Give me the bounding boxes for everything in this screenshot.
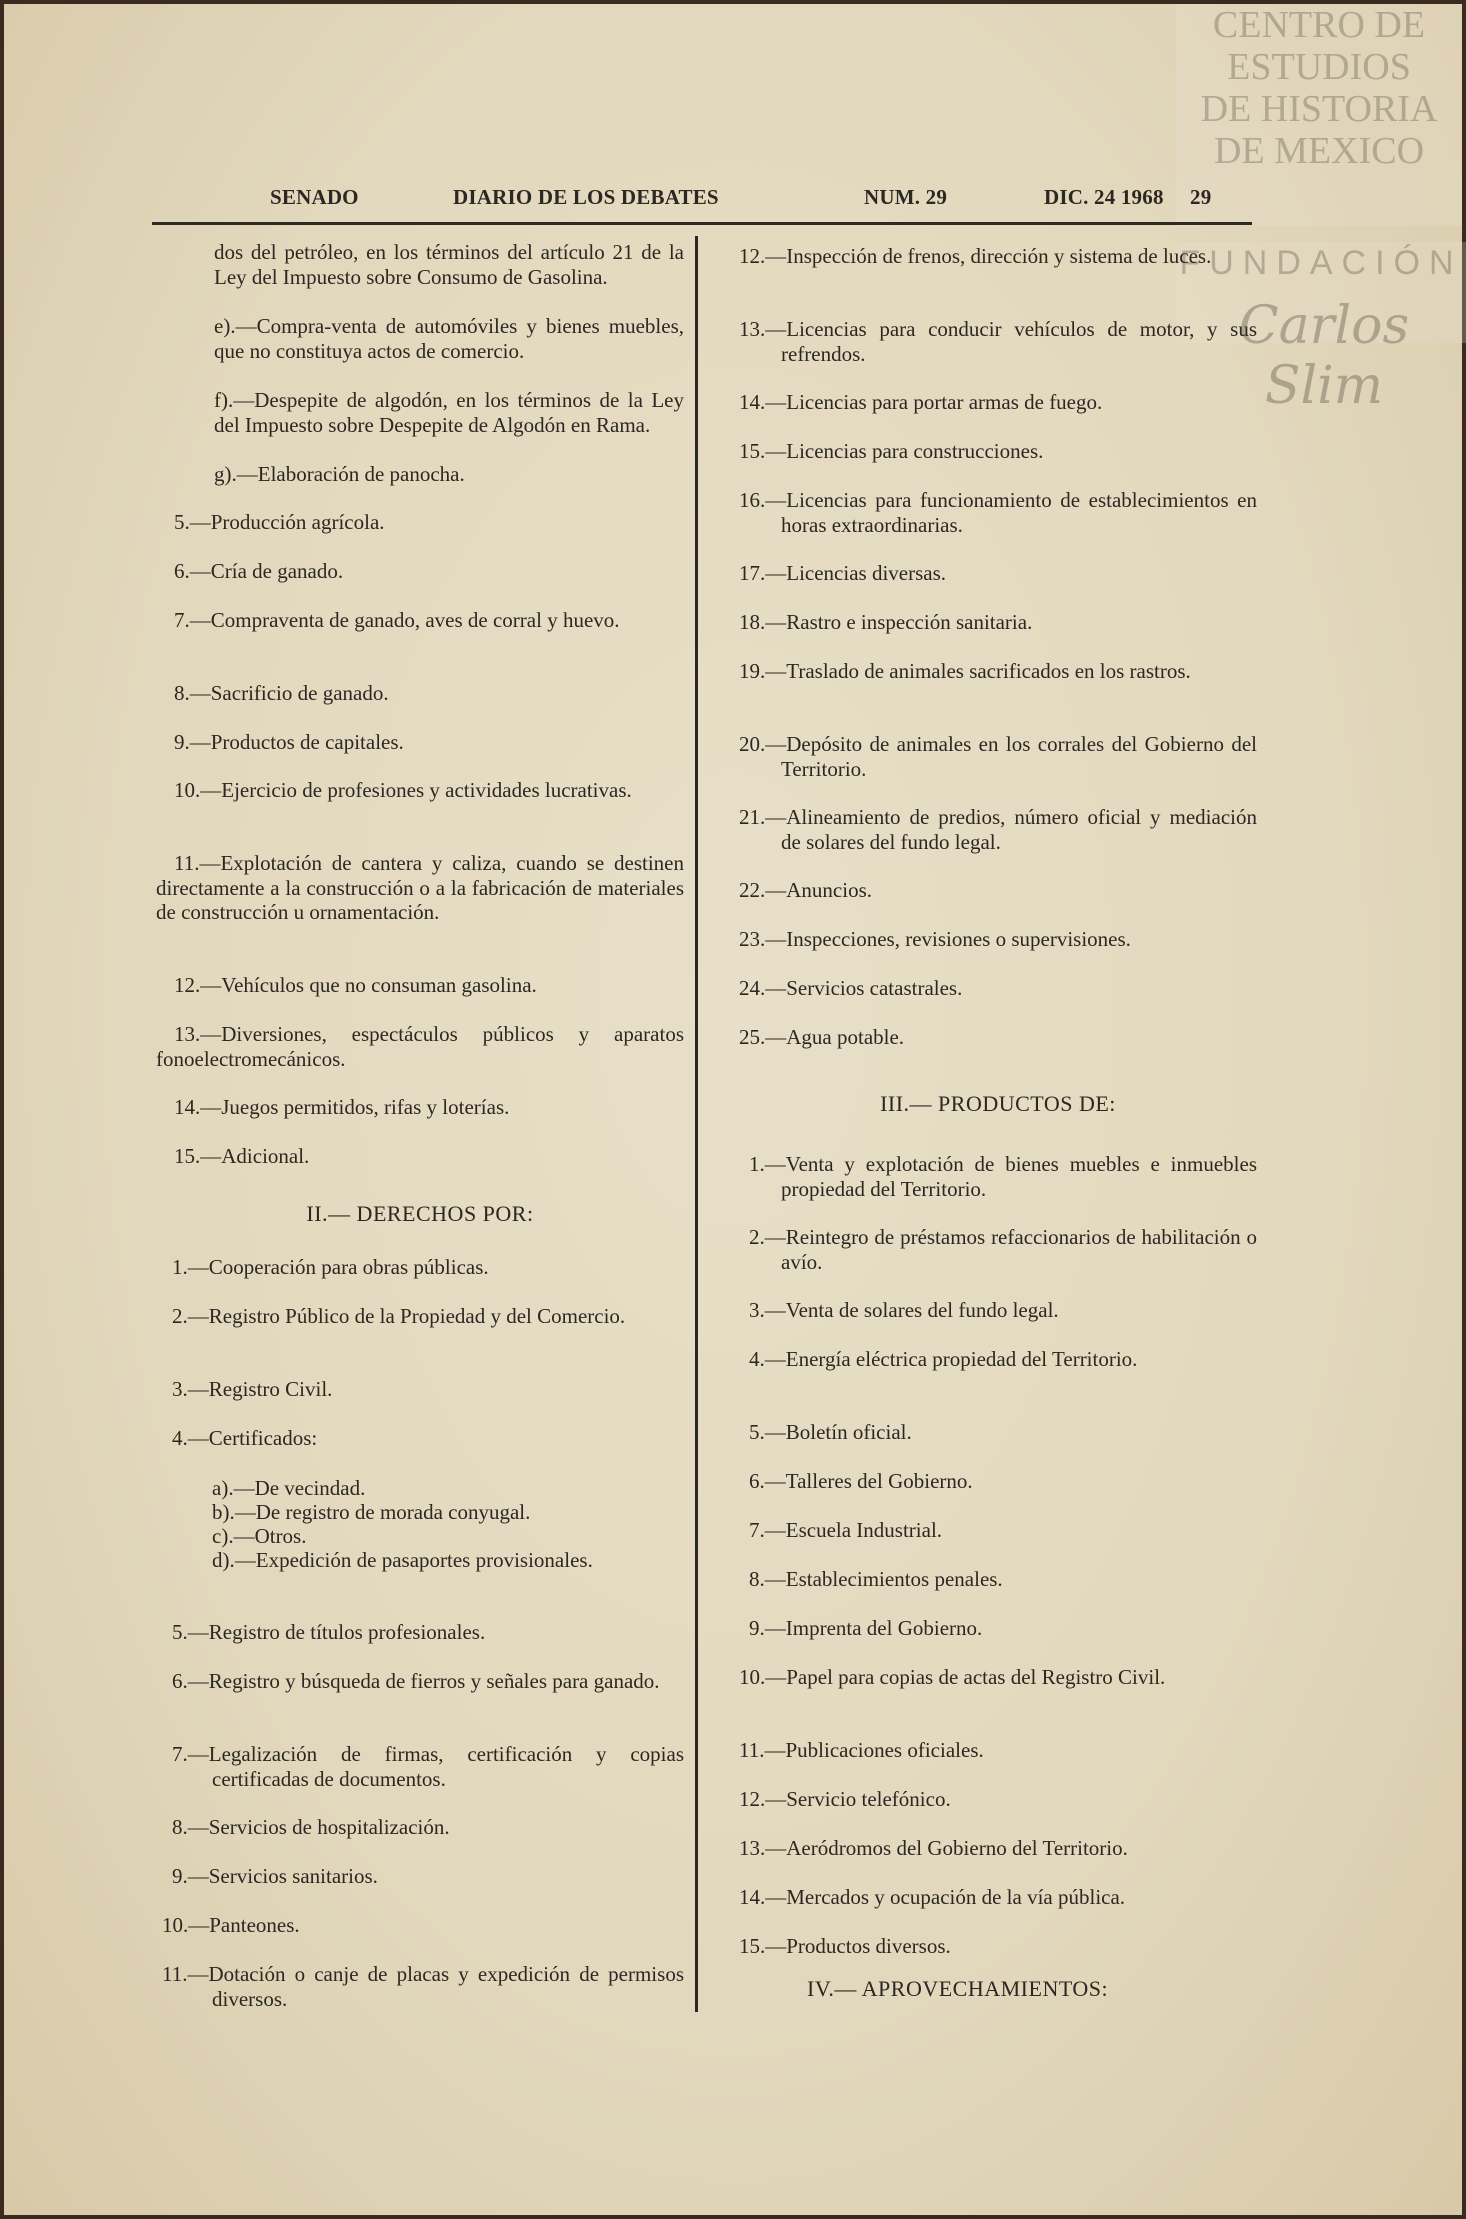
list-item: 1.—Cooperación para obras públicas. bbox=[172, 1255, 489, 1279]
header-date: DIC. 24 1968 bbox=[1044, 185, 1164, 209]
list-item: 20.—Depósito de animales en los corrales del Gobierno del Territorio. bbox=[739, 732, 1257, 781]
list-item: 12.—Servicio telefónico. bbox=[739, 1787, 951, 1811]
list-item: 9.—Productos de capitales. bbox=[174, 730, 404, 754]
list-item: 7.—Legalización de firmas, certificación y copias certificadas de documentos. bbox=[172, 1742, 684, 1791]
header-publication: DIARIO DE LOS DEBATES bbox=[453, 185, 719, 209]
watermark-line: ESTUDIOS bbox=[1227, 46, 1411, 88]
continuation-text: dos del petróleo, en los términos del artículo 21 de la Ley del Impuesto sobre Consumo de Gasolina. bbox=[214, 240, 684, 289]
list-item: 14.—Mercados y ocupación de la vía pública. bbox=[739, 1885, 1126, 1909]
list-item: 13.—Diversiones, espectáculos públicos y aparatos fonoelectromecánicos. bbox=[156, 1022, 684, 1071]
list-item: 5.—Producción agrícola. bbox=[174, 510, 385, 534]
list-item: 11.—Dotación o canje de placas y expedición de permisos diversos. bbox=[162, 1962, 684, 2011]
list-item: 1.—Venta y explotación de bienes muebles e inmuebles propiedad del Territorio. bbox=[749, 1152, 1257, 1201]
list-item: 11.—Publicaciones oficiales. bbox=[739, 1738, 984, 1762]
list-item: 17.—Licencias diversas. bbox=[739, 561, 947, 585]
column-divider bbox=[695, 236, 698, 2012]
list-item: 12.—Vehículos que no consuman gasolina. bbox=[174, 973, 537, 997]
list-item: 11.—Explotación de cantera y caliza, cuando se destinen directamente a la construcción o a la fabricación de materiales de construcción u ornamentación. bbox=[156, 851, 684, 924]
sub-item: d).—Expedición de pasaportes provisionales. bbox=[212, 1548, 593, 1572]
list-item: 2.—Registro Público de la Propiedad y del Comercio. bbox=[172, 1304, 626, 1328]
sub-item: a).—De vecindad. bbox=[212, 1476, 366, 1500]
list-item: 10.—Panteones. bbox=[162, 1913, 300, 1937]
header-rule bbox=[152, 222, 1252, 225]
watermark-line: CENTRO DE bbox=[1212, 4, 1426, 46]
list-item: 14.—Licencias para portar armas de fuego. bbox=[739, 390, 1103, 414]
watermark-fundacion: FUNDACIÓN bbox=[1176, 242, 1466, 343]
section-heading: II.— DERECHOS POR: bbox=[306, 1201, 534, 1226]
list-item: 5.—Registro de títulos profesionales. bbox=[172, 1620, 486, 1644]
list-item: 19.—Traslado de animales sacrificados en los rastros. bbox=[739, 659, 1191, 683]
section-heading: IV.— APROVECHAMIENTOS: bbox=[807, 1976, 1109, 2001]
list-item: 7.—Escuela Industrial. bbox=[749, 1518, 943, 1542]
list-item: 2.—Reintegro de préstamos refaccionarios de habilitación o avío. bbox=[749, 1225, 1257, 1274]
list-item: 4.—Energía eléctrica propiedad del Territorio. bbox=[749, 1347, 1138, 1371]
list-item: 13.—Licencias para conducir vehículos de motor, y sus refrendos. bbox=[739, 317, 1257, 366]
list-item: 5.—Boletín oficial. bbox=[749, 1420, 912, 1444]
list-item: 13.—Aeródromos del Gobierno del Territorio. bbox=[739, 1836, 1128, 1860]
list-item: 18.—Rastro e inspección sanitaria. bbox=[739, 610, 1033, 634]
list-item: 10.—Papel para copias de actas del Registro Civil. bbox=[739, 1665, 1166, 1689]
list-item: 10.—Ejercicio de profesiones y actividades lucrativas. bbox=[174, 778, 632, 802]
document-page bbox=[4, 4, 1462, 2215]
list-item: 6.—Cría de ganado. bbox=[174, 559, 344, 583]
list-item: 8.—Sacrificio de ganado. bbox=[174, 681, 389, 705]
watermark-line: DE HISTORIA bbox=[1200, 88, 1438, 130]
list-item: 14.—Juegos permitidos, rifas y loterías. bbox=[174, 1095, 510, 1119]
list-item: 8.—Establecimientos penales. bbox=[749, 1567, 1003, 1591]
list-item: 3.—Registro Civil. bbox=[172, 1377, 333, 1401]
list-item: 15.—Productos diversos. bbox=[739, 1934, 951, 1958]
watermark-line: DE MEXICO bbox=[1213, 130, 1425, 172]
list-item: 15.—Adicional. bbox=[174, 1144, 310, 1168]
sub-item: g).—Elaboración de panocha. bbox=[214, 462, 465, 486]
list-item: 9.—Servicios sanitarios. bbox=[172, 1864, 378, 1888]
list-item: 24.—Servicios catastrales. bbox=[739, 976, 963, 1000]
list-item: 25.—Agua potable. bbox=[739, 1025, 905, 1049]
sub-item: c).—Otros. bbox=[212, 1524, 307, 1548]
list-item: 7.—Compraventa de ganado, aves de corral y huevo. bbox=[174, 608, 620, 632]
sub-item: f).—Despepite de algodón, en los términos de la Ley del Impuesto sobre Despepite de Algodón en Rama. bbox=[214, 388, 684, 437]
page-header bbox=[270, 185, 1252, 215]
list-item: 9.—Imprenta del Gobierno. bbox=[749, 1616, 983, 1640]
list-item: 6.—Talleres del Gobierno. bbox=[749, 1469, 973, 1493]
list-item: 23.—Inspecciones, revisiones o supervisiones. bbox=[739, 927, 1131, 951]
sub-item: e).—Compra-venta de automóviles y bienes muebles, que no constituya actos de comercio. bbox=[214, 314, 684, 363]
sub-item: b).—De registro de morada conyugal. bbox=[212, 1500, 531, 1524]
header-page-number: 29 bbox=[1190, 185, 1212, 209]
header-section: SENADO bbox=[270, 185, 359, 209]
list-item: 4.—Certificados: bbox=[172, 1426, 318, 1450]
list-item: 6.—Registro y búsqueda de fierros y señales para ganado. bbox=[172, 1669, 660, 1693]
list-item: 22.—Anuncios. bbox=[739, 878, 872, 902]
list-item: 8.—Servicios de hospitalización. bbox=[172, 1815, 450, 1839]
header-number: NUM. 29 bbox=[864, 185, 948, 209]
list-item: 12.—Inspección de frenos, dirección y sistema de luces. bbox=[739, 244, 1212, 268]
list-item: 3.—Venta de solares del fundo legal. bbox=[749, 1298, 1059, 1322]
list-item: 21.—Alineamiento de predios, número oficial y mediación de solares del fundo legal. bbox=[739, 805, 1257, 854]
list-item: 16.—Licencias para funcionamiento de establecimientos en horas extraordinarias. bbox=[739, 488, 1257, 537]
watermark-signature: Carlos Slim bbox=[1238, 296, 1410, 416]
section-heading: III.— PRODUCTOS DE: bbox=[880, 1091, 1116, 1116]
list-item: 15.—Licencias para construcciones. bbox=[739, 439, 1044, 463]
